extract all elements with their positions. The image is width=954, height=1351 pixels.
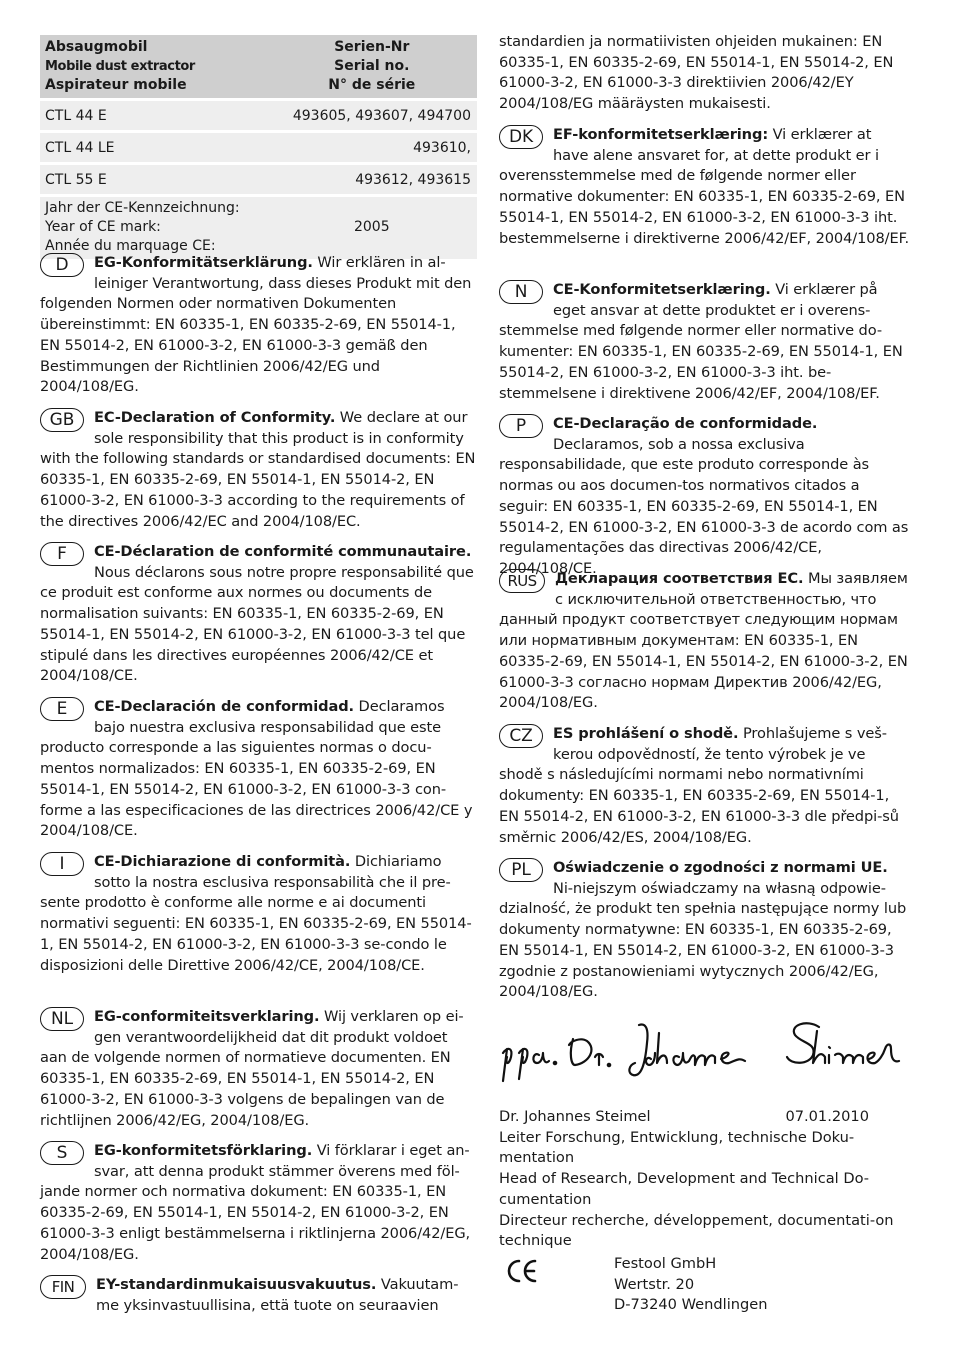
model-cell: CTL 55 E [40,164,268,196]
table-header [40,35,477,100]
model-cell: CTL 44 LE [40,132,268,164]
language-badge-p: P [499,414,543,438]
signer-name-date [499,1107,869,1128]
declaration-fin-continued: standardien ja normatiivisten ohjeiden mukainen: EN 60335-1, EN 60335-2-69, EN 55014-1, EN 55014-2, EN 61000-3-2, EN 61000-3-3 direktiivien 2006/42/EY 2004/108/EG määräysten mukaisesti. [499,33,894,113]
declaration-dk: DK EF-konformitetserklæring: Vi erklærer at have alene ansvaret for, at dette produkt er i overensstemmelse med de følgende normer eller normative dokumenter: EN 60335-1, EN 60335-2-69, EN 55014-1, EN 55014-2, EN 61000-3-2, EN 61000-3-3 iht. bestemmelserne i direktiverne 2006/42/EF, 2004/108/EF. [499,126,910,247]
declaration-cz: CZ ES prohlášení o shodě. Prohlašujeme s veš-kerou odpovědností, že tento výrobek je ve shodě s následujícími normami nebo normativními dokumenty: EN 60335-1, EN 60335-2-69, EN 55014-1, EN 55014-2, EN 61000-3-2, EN 61000-3-3 dle předpi-sů směrnic 2006/42/ES, 2004/108/EG. [499,725,899,846]
language-badge-e: E [40,697,84,721]
language-badge-fin: FIN [40,1275,86,1299]
declaration-s: S EG-konformitetsförklaring. Vi förklarar i eget an-svar, att denna produkt stämmer överens med föl-jande normer och normativa dokument: EN 60335-1, EN 60335-2-69, EN 55014-1, EN 55014-2, EN 61000-3-2, EN 61000-3-3 enligt bestämmelserna i riktlinjerna 2006/42/EG, 2004/108/EG. [40,1142,471,1263]
declaration-nl: NL EG-conformiteitsverklaring. Wij verklaren op ei-gen verantwoordelijkheid dat dit produkt voldoet aan de volgende normen of normatieve documenten. EN 60335-1, EN 60335-2-69, EN 55014-1, EN 55014-2, EN 61000-3-2, EN 61000-3-3 volgens de bepalingen van de richtlijnen 2006/42/EG, 2004/108/EG. [40,1008,464,1129]
table-row [40,100,477,132]
language-badge-gb: GB [40,408,84,432]
language-badge-d: D [40,253,84,277]
ce-mark-icon [504,1258,538,1284]
language-badge-s: S [40,1141,84,1165]
language-badge-n: N [499,280,543,304]
company-street: Wertstr. 20 [614,1275,695,1293]
ce-year-labels: Jahr der CE-Kennzeichnung: Year of CE mark: Année du marquage CE: [40,196,268,260]
company-city: D-73240 Wendlingen [614,1296,768,1314]
declaration-n: N CE-Konformitetserklæring. Vi erklærer på eget ansvar at dette produktet er i overens-stemmelse med følgende normer eller normative do-kumenter: EN 60335-1, EN 60335-2-69, EN 55014-1, EN 55014-2, EN 61000-3-2, EN 61000-3-3 iht. be-stemmelsene i direktivene 2006/42/EF, 2004/108/EF. [499,281,903,402]
company-name: Festool GmbH [614,1255,717,1272]
table-row [40,164,477,196]
language-badge-i: I [40,852,84,876]
signature-image [499,1013,911,1093]
table-row [40,132,477,164]
signer-title-en: Head of Research, Development and Technical Do-cumentation [499,1170,870,1208]
language-badge-f: F [40,542,84,566]
language-badge-cz: CZ [499,724,543,748]
header-serial: Serien-Nr Serial no. N° de série [268,35,477,100]
declaration-rus: RUS Декларация соответствия ЕС. Мы заявляем с исключительной ответственностью, что данный продукт соответствует следующим нормам или нормативным документам: EN 60335-1, EN 60335-2-69, EN 55014-1, EN 55014-2, EN 61000-3-2, EN 61000-3-3 согласно нормам Директив 2006/42/EG, 2004/108/EG. [499,570,908,712]
declaration-f: F CE-Déclaration de conformité communautaire. Nous déclarons sous notre propre responsabilité que ce produit est conforme aux normes ou documents de normalisation suivants: EN 60335-1, EN 60335-2-69, EN 55014-1, EN 55014-2, EN 61000-3-2, EN 61000-3-3 tel que stipulé dans les directives européennes 2006/42/CE et 2004/108/CE. [40,543,474,685]
company-address [614,1254,767,1316]
language-badge-rus: RUS [499,569,545,593]
declaration-p: P CE-Declaração de conformidade. Declaramos, sob a nossa exclusiva responsabilidade, que este produto corresponde às normas ou aos documen-tos normativos citados a seguir: EN 60335-1, EN 60335-2-69, EN 55014-1, EN 55014-2, EN 61000-3-2, EN 61000-3-3 de acordo com as regulamentações das directivas 2006/42/CE, 2004/108/CE. [499,415,909,577]
model-cell: CTL 44 E [40,100,268,132]
declaration-i: I CE-Dichiarazione di conformità. Dichiariamo sotto la nostra esclusiva responsabilità che il pre-sente prodotto è conforme alle norme e ai documenti normativi seguenti: EN 60335-1, EN 60335-2-69, EN 55014-1, EN 55014-2, EN 61000-3-2, EN 61000-3-3 se-condo le disposizioni delle Direttive 2006/42/CE, 2004/108/CE. [40,853,472,974]
serial-cell: 493605, 493607, 494700 [268,100,477,132]
signer-title-fr: Directeur recherche, développement, documentati-on technique [499,1211,894,1250]
signer-title-de: Leiter Forschung, Entwicklung, technische Doku-mentation [499,1128,855,1167]
language-badge-nl: NL [40,1007,84,1031]
serial-cell: 493612, 493615 [268,164,477,196]
declaration-d: D EG-Konformitätserklärung. Wir erklären in al-leiniger Verantwortung, dass dieses Produkt mit den folgenden Normen oder normativen Dokumenten übereinstimmt: EN 60335-1, EN 60335-2-69, EN 55014-1, EN 55014-2, EN 61000-3-2, EN 61000-3-3 gemäß den Bestimmungen der Richtlinien 2006/42/EG und 2004/108/EG. [40,254,472,396]
declaration-fin: FIN EY-standardinmukaisuusvakuutus. Vakuutam-me yksinvastuullisina, että tuote on seuraavien [40,1275,477,1316]
signer-block [499,1107,911,1252]
ce-year-value: 2005 [268,196,477,260]
signer-name: Dr. Johannes Steimel [499,1108,651,1125]
language-badge-dk: DK [499,125,543,149]
language-badge-pl: PL [499,858,543,882]
header-product-type: Absaugmobil Mobile dust extractor Aspirateur mobile [40,35,268,100]
declaration-gb: GB EC-Declaration of Conformity. We declare at our sole responsibility that this product is in conformity with the following standards or standardised documents: EN 60335-1, EN 60335-2-69, EN 55014-1, EN 55014-2, EN 61000-3-2, EN 61000-3-3 according to the requirements of the directives 2006/42/EC and 2004/108/EC. [40,409,476,530]
declaration-e: E CE-Declaración de conformidad. Declaramos bajo nuestra exclusiva responsabilidad que este producto corresponde a las siguientes normas o docu-mentos normalizados: EN 60335-1, EN 60335-2-69, EN 55014-1, EN 55014-2, EN 61000-3-2, EN 61000-3-3 con-forme a las especificaciones de las directrices 2006/42/CE y 2004/108/CE. [40,698,473,840]
declaration-pl: PL Oświadczenie o zgodności z normami UE. Ni-niejszym oświadczamy na własną odpowie-dzialność, że produkt ten spełnia następujące normy lub dokumenty normatywne: EN 60335-1, EN 60335-2-69, EN 55014-1, EN 55014-2, EN 61000-3-2, EN 61000-3-3 zgodnie z postanowieniami wytycznych 2006/42/EG, 2004/108/EG. [499,859,907,1001]
signature-date: 07.01.2010 [785,1108,869,1125]
serial-cell: 493610, [268,132,477,164]
ce-year-row [40,196,477,260]
product-table [40,35,477,259]
